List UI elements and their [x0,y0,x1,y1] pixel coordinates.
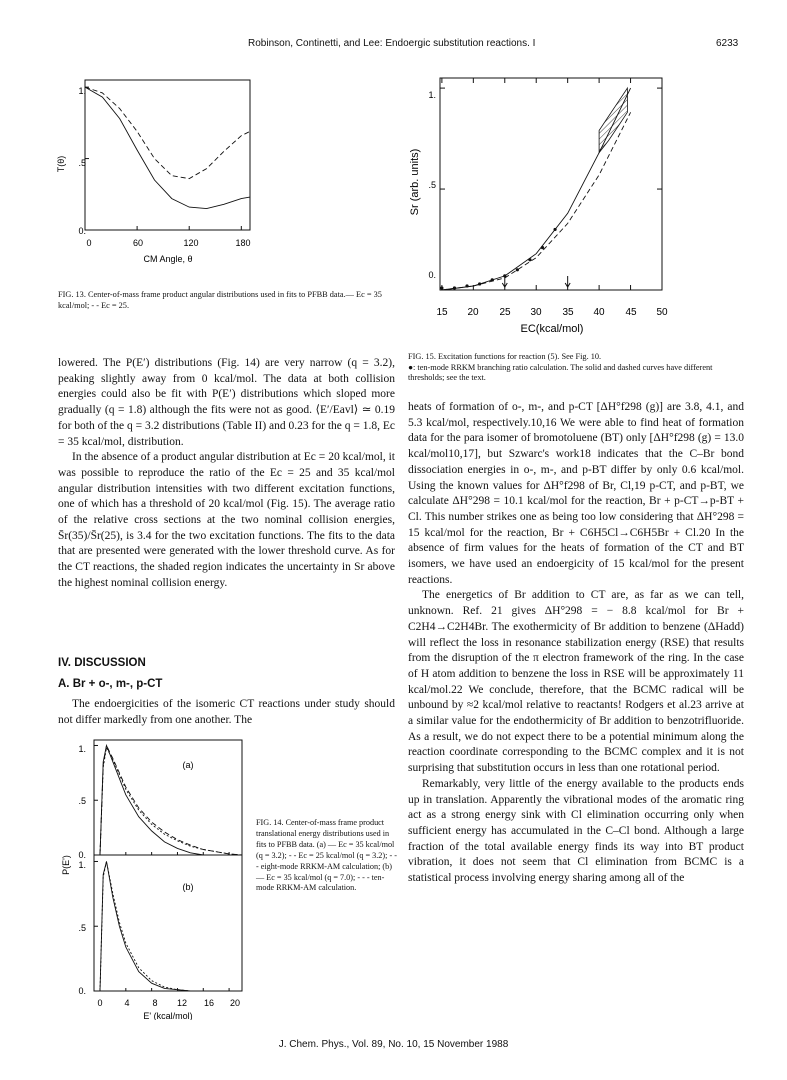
fig15-ytick: .5 [428,180,436,190]
fig14-xtick: 4 [124,998,130,1008]
fig15-ytick: 0. [428,270,436,280]
right-para-3: Remarkably, very little of the energy available to the products ends up in translation. Apparently the vibrational modes of the aromatic ring act as a strong energy sink with Cl elimination occurring only when sufficient energy has accumulated in the C–Cl bond. Although a large fraction of the total available energy finds its way into BT product vibration, it does not seem that Cl elimination from BCMC is a statistical process involving energy sharing among all of the [408,777,744,885]
fig14-xtick: 12 [176,998,188,1008]
fig15-point [541,246,544,249]
fig14a-frame [94,740,242,855]
fig15-xtick: 40 [593,307,605,318]
fig14b-panel-label: (b) [182,882,194,892]
fig13-ytick: .5 [78,158,86,168]
fig14a-ytick: .5 [78,796,86,806]
fig14a-ytick: 0. [78,850,86,860]
fig14-xtick: 20 [229,998,241,1008]
fig15-xtick: 35 [562,307,574,318]
fig15-xtick: 25 [499,307,511,318]
fig14a-solid-line [100,746,242,856]
fig14a-dashed-line [100,746,242,856]
fig14a-dotted-line [100,748,242,855]
fig15-ylabel: Sr (arb. units) [409,148,421,216]
fig14-xtick: 8 [152,998,158,1008]
fig14b-ytick: .5 [78,923,86,933]
fig15-xtick: 20 [467,307,479,318]
fig15-chart [402,70,672,340]
fig15-point [528,258,531,261]
left-para-1: lowered. The P(E′) distributions (Fig. 14) are very narrow (q = 3.2), peaking slightly away from 0 kcal/mol. The data at both collision energies could also be fit with P(E′) distributions which sloped more gradually (q = 1.8) although the fits were not as good. ⟨E′/Eavl⟩ ≃ 0.19 for both of the q = 3.2 distributions (Table II) and 0.23 for the q = 1.8, Ec = 35 kcal/mol, distribution. [58,357,395,448]
fig15-point [465,284,468,287]
left-column [58,356,395,592]
fig15-caption-line2: ●: ten-mode RRKM branching ratio calculation. The solid and dashed curves have different thresholds; see the text. [408,362,713,383]
fig13-xtick: 0 [86,238,92,248]
fig14b-dotted-line [100,862,242,992]
left-para-3: The endoergicities of the isomeric CT reactions under study should not differ markedly from one another. The [58,698,395,726]
section-heading: IV. DISCUSSION [58,657,146,669]
fig14b-frame [94,855,242,991]
fig15-point [516,268,519,271]
fig13-xlabel: CM Angle, θ [143,254,193,264]
fig15-point [503,274,506,277]
fig14-chart [58,738,254,1020]
fig13-dashed-line [85,87,250,179]
fig15-xtick: 15 [436,307,448,318]
right-para-1: heats of formation of o-, m-, and p-CT [ΔH°f298 (g)] are 3.8, 4.1, and 5.3 kcal/mol, respectively.10,16 We were able to find heat of formation data for the para isomer of bromotoluene (BT) only [ΔH°f298 (g) = 13.0 kcal/mol10,17], but Szwarc's work18 indicates that the C–Br bond dissociation energies in o-, m-, and p-BT differ by only 0.6 kcal/mol. Using the known values for ΔH°f298 of Br, Cl,19 p-CT, and p-BT, we calculate ΔH°298 = 10.1 kcal/mol for the reaction, Br + p-CT→p-BT + Cl. This number strikes one as being too low considering that ΔH°298 = 15 kcal/mol for the reaction, Br + C6H5Cl→C6H5Br + Cl.20 In the absence of firm values for the heats of formation of the CT and BT isomers, we have used an endoergicity of 15 kcal/mol for the present reactions. [408,401,744,586]
fig15-point [553,228,556,231]
fig15-caption [408,352,744,384]
fig15-ytick: 1. [428,90,436,100]
page-number: 6233 [716,38,739,49]
fig13-frame [85,80,250,230]
journal-citation: J. Chem. Phys., Vol. 89, No. 10, 15 November 1988 [278,1039,509,1050]
fig13-caption: FIG. 13. Center-of-mass frame product angular distributions used in fits to PFBB data.— Ec = 35 kcal/mol; - - Ec = 25. [58,290,382,310]
fig13-xtick: 180 [235,238,251,248]
fig15-xtick: 50 [656,307,668,318]
fig13-chart [50,72,270,272]
left-para-2: In the absence of a product angular distribution at Ec = 20 kcal/mol, it was possible to reproduce the ratio of the Ec = 25 and 35 kcal/mol angular distribution intensities with two different excitation functions, one of which has a threshold of 20 kcal/mol (Fig. 15). The average ratio of the relative cross sections at the two nominal collision energies, S̄r(35)/S̄r(25), is 3.4 for the two excitation functions. The fits to the data that are presented were generated with the lower threshold curve. As for the CT reactions, the shaded region indicates the uncertainty in Sr above the highest nominal collision energy. [58,451,395,589]
fig14-xtick: 0 [97,998,103,1008]
fig15-energy-arrow [565,276,570,287]
subsection-heading: A. Br + o-, m-, p-CT [58,678,163,690]
fig15-point [453,286,456,289]
fig13-xtick: 120 [183,238,199,248]
fig15-xtick: 45 [625,307,637,318]
fig14-xlabel: E' (kcal/mol) [143,1011,193,1020]
fig14-caption: FIG. 14. Center-of-mass frame product translational energy distributions used in fits to PFBB data. (a) — Ec = 35 kcal/mol (q = 3.2); - - Ec = 25 kcal/mol (q = 3.2); - - - eight-mode RRKM-AM calculation; (b) — Ec = 35 kcal/mol (q = 7.0); - - - ten-mode RRKM-AM calculation. [256,818,397,893]
fig15-xlabel: EC(kcal/mol) [520,323,584,335]
fig15-frame [440,78,662,290]
left-para-3-wrap [58,697,395,728]
fig15-solid-line [442,88,631,290]
fig13-ytick: 0. [78,226,86,236]
right-column [408,400,744,887]
fig15-caption-line1: FIG. 15. Excitation functions for reaction (5). See Fig. 10. [408,352,602,361]
fig14b-solid-line [100,862,242,992]
fig15-point [478,282,481,285]
fig15-point [491,278,494,281]
fig15-xtick: 30 [530,307,542,318]
fig14-ylabel: P(E') [61,855,71,875]
fig15-point [440,286,443,289]
fig13-solid-line [85,87,250,209]
fig13-xtick: 60 [132,238,144,248]
fig13-ylabel: T(θ) [56,155,66,173]
running-title: Robinson, Continetti, and Lee: Endoergic substitution reactions. I [248,38,536,49]
fig14b-ytick: 0. [78,986,86,996]
right-para-2: The energetics of Br addition to CT are, as far as we can tell, unknown. Ref. 21 gives ΔH°298 = − 8.8 kcal/mol for Br + C2H4→C2H4Br. The exothermicity of Br addition to benzene (ΔHadd) will reflect the loss in resonance stabilization energy (RSE) that results from the disruption of the π electron framework of the ring. In the case of H atom addition to benzene the loss in RSE will be approximately 11 kcal/mol.22 We conclude, therefore, that the BCMC radical will be unbound by ≈2 kcal/mol relative to reactants! Rodgers et al.23 arrive at a similar value for the endothermicity of Br addition to benzotrifluoride. As a result, we do not expect there to be a potential minimum along the reaction coordinate corresponding to the BCMC complex and it is not surprising that substitution occurs in less than one rotational period. [408,589,744,775]
fig14a-ytick: 1. [78,744,86,754]
fig13-ytick: 1. [78,86,86,96]
fig14-xtick: 16 [203,998,215,1008]
fig14b-ytick: 1. [78,860,86,870]
fig14a-panel-label: (a) [182,760,194,770]
